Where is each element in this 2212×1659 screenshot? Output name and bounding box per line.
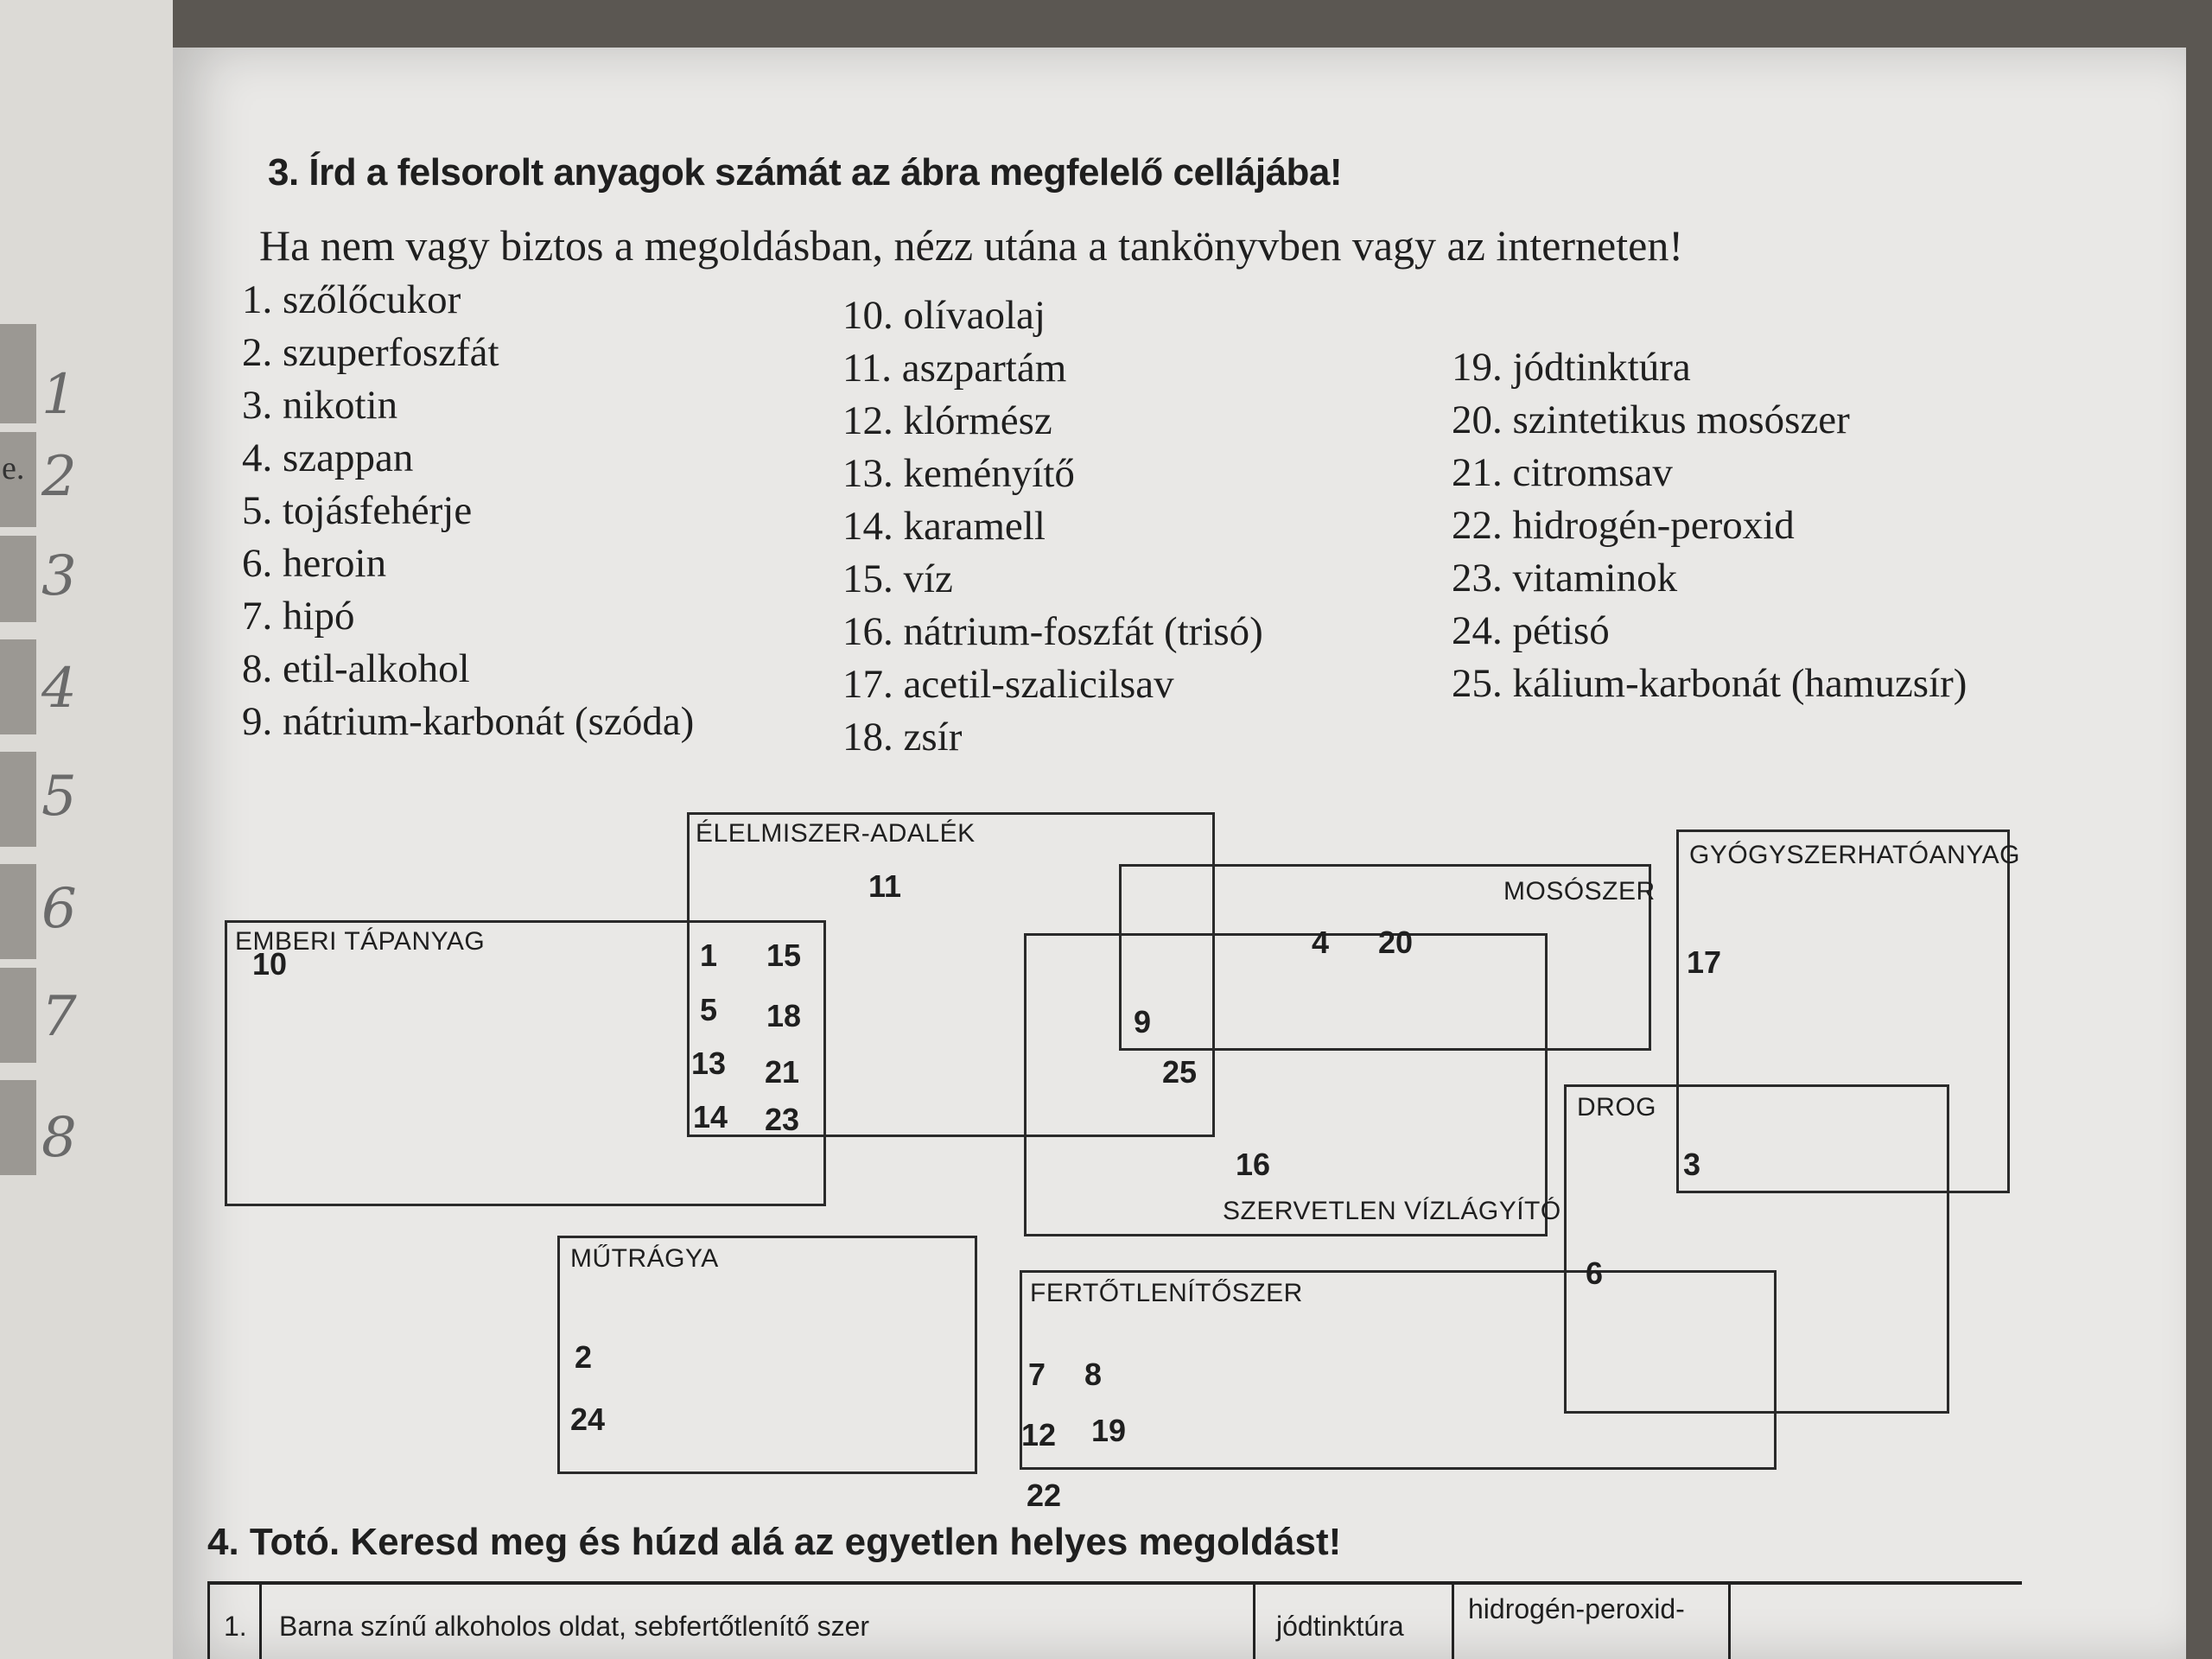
label-fertotlenitoszer: FERTŐTLENÍTŐSZER [1030, 1279, 1303, 1307]
answer-number: 20 [1378, 925, 1414, 960]
answer-number: 21 [765, 1054, 800, 1090]
substance-item: 9. nátrium-karbonát (szóda) [242, 699, 695, 744]
substance-list-col2 [842, 289, 1263, 764]
option-empty[interactable] [1728, 1585, 2024, 1659]
substance-list-col1 [242, 274, 694, 748]
task3-subtitle: Ha nem vagy biztos a megoldásban, nézz utána a tankönyvben vagy az interneten! [259, 221, 1683, 270]
answer-number: 24 [570, 1402, 606, 1437]
page-tab [0, 752, 36, 847]
substance-item: 24. pétisó [1452, 608, 1610, 653]
box-szervetlen-vizlagyito [1024, 933, 1548, 1236]
margin-note: 6 [41, 877, 77, 941]
margin-note: 3 [41, 544, 77, 608]
answer-number: 10 [252, 946, 288, 982]
label-szervetlen-vizlagyito: SZERVETLEN VÍZLÁGYÍTÓ [1223, 1197, 1561, 1225]
option-hidrogen-peroxid[interactable]: hidrogén-peroxid- [1452, 1585, 1728, 1659]
answer-number: 18 [766, 998, 802, 1033]
substance-item: 15. víz [842, 556, 953, 601]
label-gyogyszerhatoanyag: GYÓGYSZERHATÓANYAG [1689, 841, 2020, 869]
substance-item: 20. szintetikus mosószer [1452, 397, 1850, 442]
page-tab [0, 639, 36, 734]
answer-number: 17 [1687, 944, 1722, 980]
margin-note: 8 [41, 1106, 77, 1170]
substance-item: 18. zsír [842, 715, 963, 760]
margin-note: 4 [41, 657, 77, 721]
substance-item: 17. acetil-szalicilsav [842, 662, 1174, 707]
substance-item: 16. nátrium-foszfát (trisó) [842, 609, 1263, 654]
substance-item: 12. klórmész [842, 398, 1052, 443]
box-emberi-tapanyag [225, 920, 826, 1206]
substance-item: 3. nikotin [242, 383, 398, 428]
answer-number: 11 [868, 868, 902, 904]
answer-number: 2 [575, 1339, 593, 1375]
answer-number: 14 [693, 1099, 728, 1135]
left-page-fragment: e. [2, 450, 25, 486]
toto-table [207, 1581, 2022, 1659]
page-tab [0, 968, 36, 1063]
left-page-margin [0, 0, 173, 1659]
substance-item: 8. etil-alkohol [242, 646, 470, 691]
substance-item: 22. hidrogén-peroxid [1452, 503, 1795, 548]
answer-number: 7 [1028, 1357, 1046, 1392]
answer-number: 13 [691, 1046, 727, 1081]
row-question: Barna színű alkoholos oldat, sebfertőtlenítő szer [259, 1585, 1253, 1659]
page-tab [0, 1080, 36, 1175]
label-mutragya: MŰTRÁGYA [570, 1244, 719, 1273]
label-mososzer: MOSÓSZER [1503, 877, 1656, 906]
substance-item: 23. vitaminok [1452, 556, 1678, 601]
row-number: 1. [207, 1585, 259, 1659]
substance-item: 2. szuperfoszfát [242, 330, 499, 375]
answer-number: 3 [1683, 1147, 1701, 1182]
page-tab [0, 324, 36, 423]
task3-title: 3. Írd a felsorolt anyagok számát az ábra megfelelő cellájába! [268, 151, 1343, 194]
answer-number: 6 [1586, 1255, 1604, 1291]
substance-item: 13. keményítő [842, 451, 1075, 496]
substance-item: 10. olívaolaj [842, 293, 1046, 338]
substance-item: 5. tojásfehérje [242, 488, 473, 533]
answer-number: 25 [1162, 1054, 1198, 1090]
page-tab [0, 536, 36, 622]
substance-item: 4. szappan [242, 435, 414, 480]
option-jodtinktura[interactable]: jódtinktúra [1253, 1585, 1452, 1659]
workbook-page [173, 48, 2186, 1659]
margin-note: 1 [41, 363, 77, 427]
substance-item: 14. karamell [842, 504, 1046, 549]
answer-number: 12 [1021, 1417, 1057, 1452]
substance-item: 11. aszpartám [842, 346, 1067, 391]
margin-note: 7 [41, 985, 77, 1049]
answer-number: 16 [1236, 1147, 1271, 1182]
substance-item: 6. heroin [242, 541, 387, 586]
substance-item: 19. jódtinktúra [1452, 345, 1691, 390]
answer-number: 1 [700, 938, 718, 973]
page-tab [0, 864, 36, 959]
answer-number: 9 [1134, 1004, 1152, 1039]
margin-note: 2 [41, 445, 77, 509]
answer-number: 19 [1091, 1413, 1127, 1448]
task4-title: 4. Totó. Keresd meg és húzd alá az egyetlen helyes megoldást! [207, 1521, 1342, 1563]
label-emberi-tapanyag: EMBERI TÁPANYAG [235, 927, 486, 956]
answer-number: 15 [766, 938, 802, 973]
substance-list-col3 [1452, 341, 1967, 710]
answer-number: 23 [765, 1102, 800, 1137]
substance-item: 1. szőlőcukor [242, 277, 461, 322]
answer-number: 8 [1084, 1357, 1103, 1392]
substance-item: 21. citromsav [1452, 450, 1673, 495]
answer-number: 5 [700, 992, 718, 1027]
substance-item: 7. hipó [242, 594, 355, 639]
label-elelmiszer-adalek: ÉLELMISZER-ADALÉK [696, 819, 976, 848]
substance-item: 25. kálium-karbonát (hamuzsír) [1452, 661, 1967, 706]
label-drog: DROG [1577, 1093, 1656, 1122]
answer-number: 4 [1312, 925, 1330, 960]
answer-number: 22 [1027, 1478, 1062, 1513]
margin-note: 5 [41, 765, 77, 829]
